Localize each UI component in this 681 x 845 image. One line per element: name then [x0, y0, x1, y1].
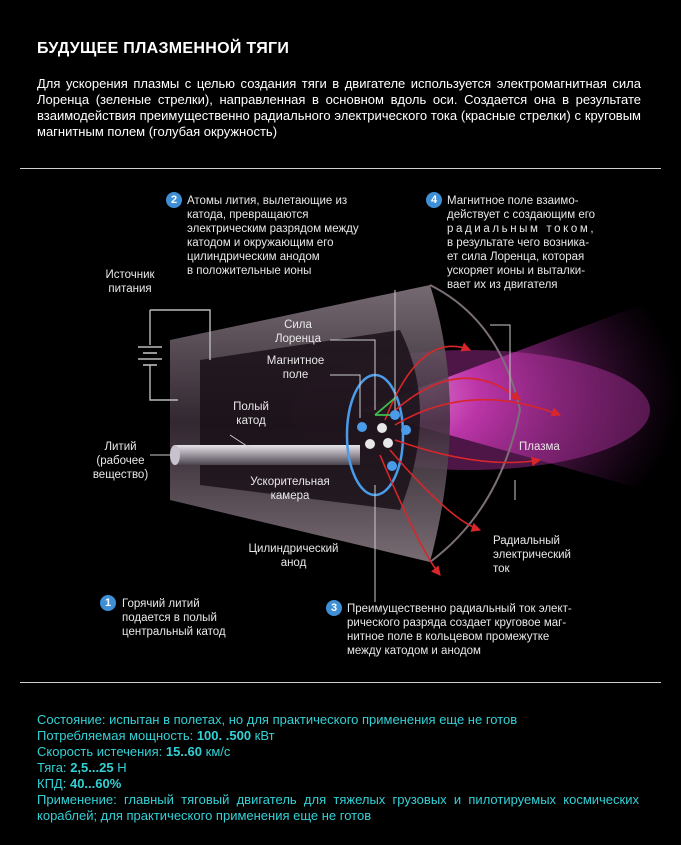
hollow-cathode-label: Полый катод — [233, 401, 269, 427]
magnetic-field-label: Магнитное поле — [266, 355, 325, 381]
specs-block — [37, 712, 639, 824]
intro-text: Для ускорения плазмы с целью создания тяги в двигателе используется электромагнитная сила Лоренца (зеленые стрелки), направленная в основном вдоль оси. Создается она в результате взаимодействия преимущественно радиального электрического тока (красные стрелки) с круговым магнитным полем (голубая окружность) — [37, 76, 641, 139]
thrust-row: Тяга: 2,5...25 Н — [37, 760, 127, 775]
step-3-text: Преимущественно радиальный ток элект- рического разряда создает круговое маг- нитное поле в кольцевом промежутке между катодом и анодом — [347, 603, 572, 657]
speed-row: Скорость истечения: 15..60 км/с — [37, 744, 231, 759]
power-row: Потребляемая мощность: 100. .500 кВт — [37, 728, 275, 743]
step-3-badge: 3 — [326, 600, 342, 616]
efficiency-row: КПД: 40...60% — [37, 776, 122, 791]
anode-label: Цилиндрический анод — [248, 543, 339, 569]
application-row: Применение: главный тяговый двигатель для тяжелых грузовых и пилотируемых космических кораблей; для практического применения еще не готов — [37, 792, 639, 823]
step-1-text: Горячий литий подается в полый центральный катод — [122, 598, 226, 638]
radial-current-label: Радиальный электрический ток — [493, 535, 571, 575]
battery-icon — [138, 347, 162, 365]
thruster-diagram — [0, 170, 681, 682]
step-4-text: Магнитное поле взаимо- действует с создающим его радиальным током, в результате чего возника- ет сила Лоренца, которая ускоряет ионы и выталки- вает их из двигателя — [447, 195, 597, 291]
status-row: Состояние: испытан в полетах, но для практического применения еще не готов — [37, 712, 518, 727]
lorentz-force-label: Сила Лоренца — [274, 319, 322, 345]
step-2-badge: 2 — [166, 192, 182, 208]
plasma-label: Плазма — [519, 441, 560, 453]
step-4-badge: 4 — [426, 192, 442, 208]
page-title: БУДУЩЕЕ ПЛАЗМЕННОЙ ТЯГИ — [37, 40, 290, 57]
hollow-cathode — [175, 445, 360, 465]
chamber-label: Ускорительная камера — [250, 476, 330, 502]
step-2-text: Атомы лития, вылетающие из катода, превращаются электрическим разрядом между катодом и окружающим его цилиндрическим анодом в положительные ионы — [187, 195, 359, 277]
divider-top — [20, 168, 661, 169]
lithium-label: Литий (рабочее вещество) — [92, 441, 149, 481]
step-1-badge: 1 — [100, 595, 116, 611]
power-source-label: Источник питания — [105, 269, 155, 295]
divider-bottom — [20, 682, 661, 683]
